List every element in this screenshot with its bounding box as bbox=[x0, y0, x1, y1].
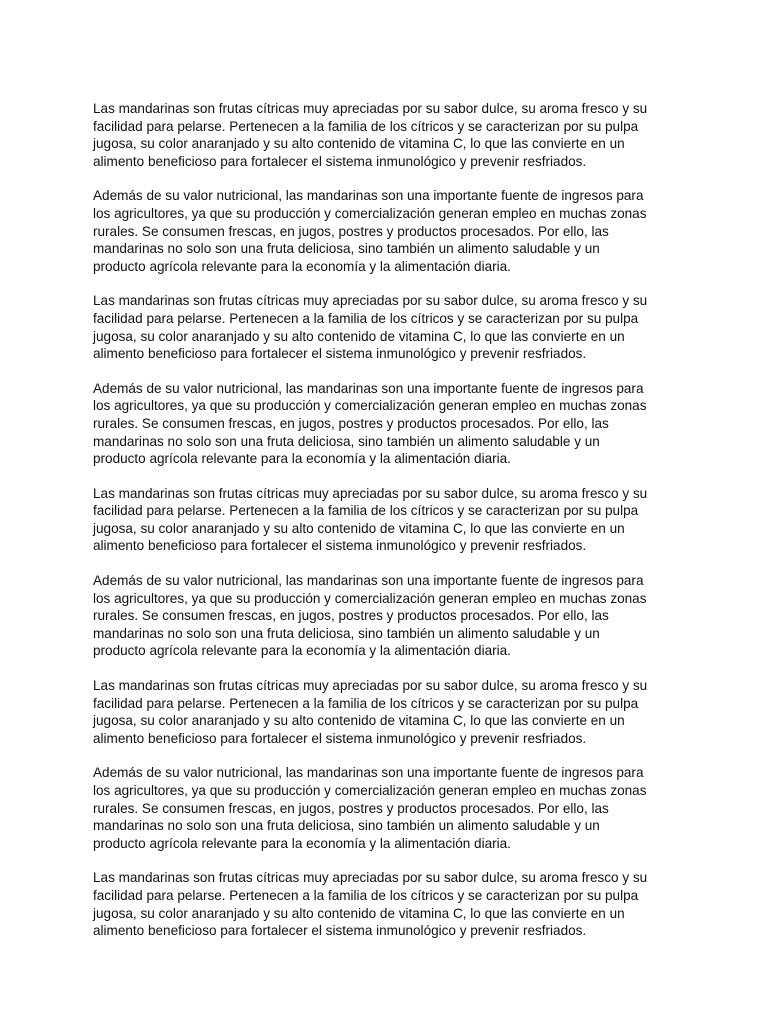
paragraph: Las mandarinas son frutas cítricas muy apreciadas por su sabor dulce, su aroma fresco y su facilidad para pelarse. Pertenecen a la familia de los cítricos y se caracterizan por su pulpa jugosa, su color anaranjado y su alto contenido de vitamina C, lo que las convierte en un alimento beneficioso para fortalecer el sistema inmunológico y prevenir resfriados. bbox=[93, 678, 648, 746]
paragraph: Además de su valor nutricional, las mandarinas son una importante fuente de ingresos para los agricultores, ya que su producción y comercialización generan empleo en muchas zonas rurales. Se consumen frescas, en jugos, postres y productos procesados. Por ello, las mandarinas no solo son una fruta deliciosa, sino también un alimento saludable y un producto agrícola relevante para la economía y la alimentación diaria. bbox=[93, 573, 647, 659]
paragraph: Las mandarinas son frutas cítricas muy apreciadas por su sabor dulce, su aroma fresco y su facilidad para pelarse. Pertenecen a la familia de los cítricos y se caracterizan por su pulpa jugosa, su color anaranjado y su alto contenido de vitamina C, lo que las convierte en un alimento beneficioso para fortalecer el sistema inmunológico y prevenir resfriados. bbox=[93, 485, 648, 554]
paragraph: Las mandarinas son frutas cítricas muy apreciadas por su sabor dulce, su aroma fresco y su facilidad para pelarse. Pertenecen a la familia de los cítricos y se caracterizan por su pulpa jugosa, su color anaranjado y su alto contenido de vitamina C, lo que las convierte en un alimento beneficioso para fortalecer el sistema inmunológico y prevenir resfriados. bbox=[93, 870, 648, 939]
paragraph: Además de su valor nutricional, las mandarinas son una importante fuente de ingresos para los agricultores, ya que su producción y comercialización generan empleo en muchas zonas rurales. Se consumen frescas, en jugos, postres y productos procesados. Por ello, las mandarinas no solo son una fruta deliciosa, sino también un alimento saludable y un producto agrícola relevante para la economía y la alimentación diaria. bbox=[93, 765, 647, 851]
paragraph: Además de su valor nutricional, las mandarinas son una importante fuente de ingresos para los agricultores, ya que su producción y comercialización generan empleo en muchas zonas rurales. Se consumen frescas, en jugos, postres y productos procesados. Por ello, las mandarinas no solo son una fruta deliciosa, sino también un alimento saludable y un producto agrícola relevante para la economía y la alimentación diaria. bbox=[93, 188, 647, 274]
paragraph: Además de su valor nutricional, las mandarinas son una importante fuente de ingresos para los agricultores, ya que su producción y comercialización generan empleo en muchas zonas rurales. Se consumen frescas, en jugos, postres y productos procesados. Por ello, las mandarinas no solo son una fruta deliciosa, sino también un alimento saludable y un producto agrícola relevante para la economía y la alimentación diaria. bbox=[93, 380, 647, 467]
document-body bbox=[93, 100, 679, 957]
paragraph: Las mandarinas son frutas cítricas muy apreciadas por su sabor dulce, su aroma fresco y su facilidad para pelarse. Pertenecen a la familia de los cítricos y se caracterizan por su pulpa jugosa, su color anaranjado y su alto contenido de vitamina C, lo que las convierte en un alimento beneficioso para fortalecer el sistema inmunológico y prevenir resfriados. bbox=[93, 293, 648, 362]
paragraph: Las mandarinas son frutas cítricas muy apreciadas por su sabor dulce, su aroma fresco y su facilidad para pelarse. Pertenecen a la familia de los cítricos y se caracterizan por su pulpa jugosa, su color anaranjado y su alto contenido de vitamina C, lo que las convierte en un alimento beneficioso para fortalecer el sistema inmunológico y prevenir resfriados. bbox=[93, 101, 648, 169]
